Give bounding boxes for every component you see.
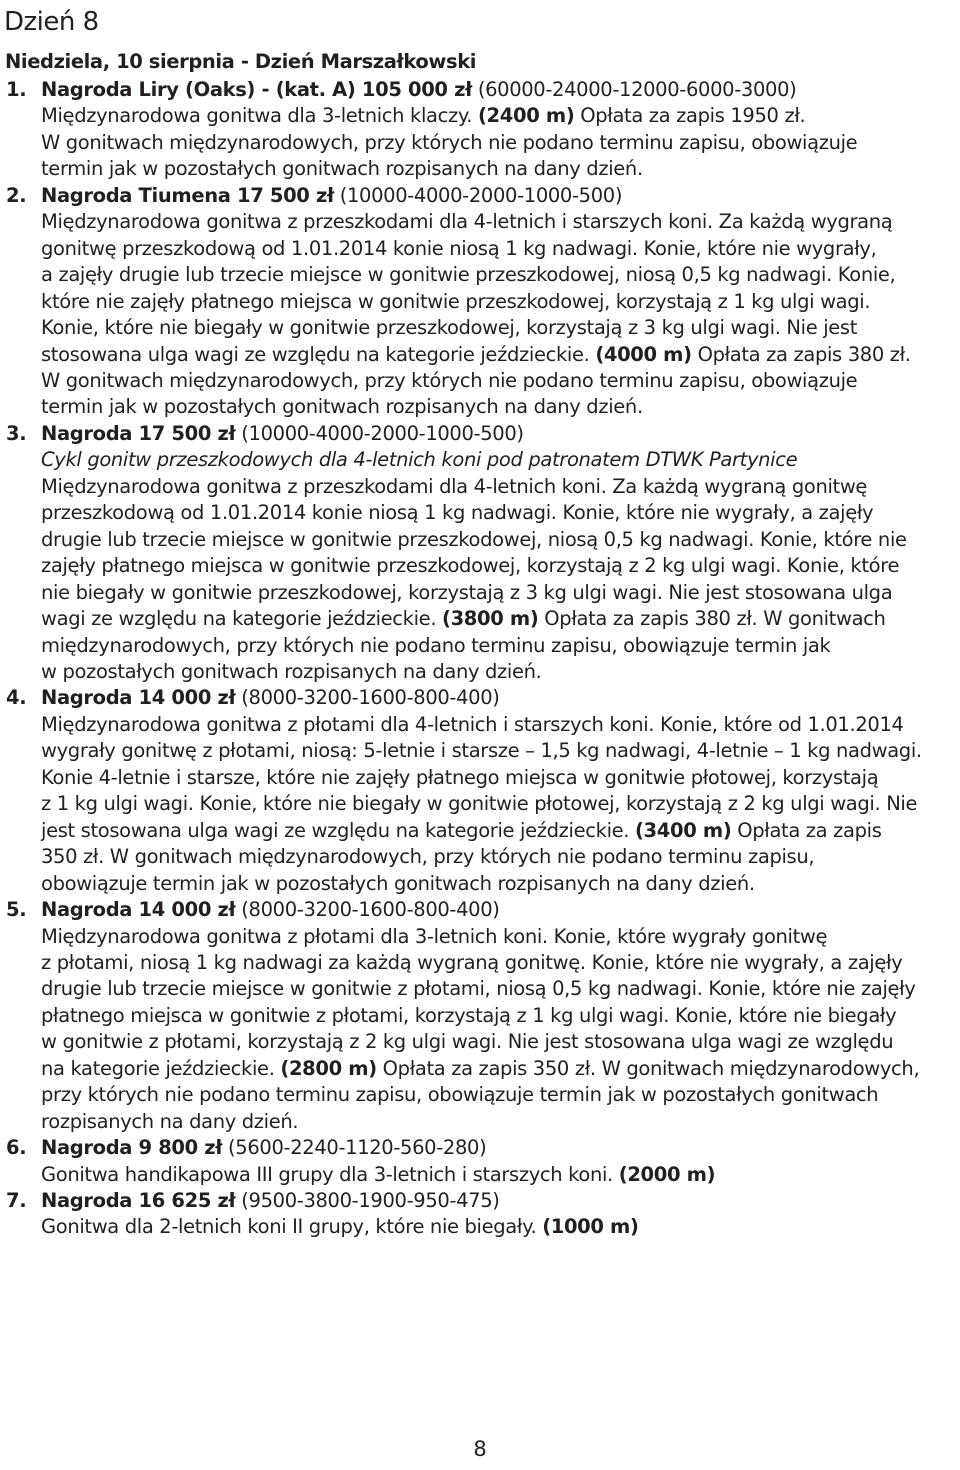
- text-segment: Opłata za zapis 350 zł. W gonitwach międzynarodowych,: [376, 1056, 920, 1080]
- race-text-line: [41, 844, 960, 870]
- race-text-line: [41, 421, 960, 447]
- text-segment: (60000-24000-12000-6000-3000): [471, 78, 797, 101]
- text-segment: płatnego miejsca w gonitwie z płotami, korzystają z 1 kg ulgi wagi. Konie, które nie biegały: [41, 1003, 897, 1027]
- race-text-line: [41, 236, 960, 262]
- bold-text: Nagroda Tiumena 17 500 zł: [41, 183, 334, 207]
- race-item: [0, 897, 960, 1135]
- text-segment: termin jak w pozostałych gonitwach rozpisanych na dany dzień.: [41, 157, 643, 181]
- race-text-line: [41, 1162, 960, 1188]
- text-segment: Gonitwa dla 2-letnich koni II grupy, które nie biegały.: [41, 1215, 543, 1239]
- bold-text: (3400 m): [634, 818, 732, 842]
- italic-text: Cykl gonitw przeszkodowych dla 4-letnich koni pod patronatem DTWK Partynice: [41, 448, 798, 472]
- race-description: [41, 1188, 960, 1241]
- race-item: [0, 421, 960, 686]
- text-segment: Międzynarodowa gonitwa z przeszkodami dla 4-letnich koni. Za każdą wygraną gonitwę: [41, 474, 868, 498]
- race-text-line: [41, 1135, 960, 1161]
- race-text-line: [41, 289, 960, 315]
- race-text-line: [41, 447, 960, 473]
- text-segment: które nie zajęły płatnego miejsca w gonitwie przeszkodowej, korzystają z 1 kg ulgi wagi.: [41, 289, 871, 313]
- text-segment: (5600-2240-1120-560-280): [222, 1136, 487, 1160]
- bold-text: (4000 m): [595, 342, 692, 366]
- race-text-line: [41, 209, 960, 235]
- text-segment: Konie, które nie biegały w gonitwie przeszkodowej, korzystają z 3 kg ulgi wagi. Nie jest: [41, 316, 858, 340]
- race-text-line: [41, 315, 960, 341]
- text-segment: gonitwę przeszkodową od 1.01.2014 konie niosą 1 kg nadwagi. Konie, które nie wygrały,: [41, 236, 877, 260]
- text-segment: 350 zł. W gonitwach międzynarodowych, przy których nie podano terminu zapisu,: [41, 845, 815, 869]
- bold-text: Nagroda 17 500 zł: [41, 421, 236, 445]
- text-segment: wagi ze względu na kategorie jeździeckie.: [41, 607, 443, 631]
- race-text-line: [41, 659, 960, 685]
- text-segment: Gonitwa handikapowa III grupy dla 3-letnich i starszych koni.: [41, 1162, 619, 1186]
- text-segment: (10000-4000-2000-1000-500): [333, 183, 623, 207]
- text-segment: Opłata za zapis 380 zł. W gonitwach: [538, 607, 886, 631]
- race-item: [0, 77, 960, 183]
- text-segment: Opłata za zapis: [731, 818, 882, 842]
- race-number: 6.: [6, 1136, 27, 1160]
- race-text-line: [41, 924, 960, 950]
- race-text-line: [41, 897, 960, 923]
- race-description: [41, 183, 960, 421]
- text-segment: jest stosowana ulga wagi ze względu na kategorie jeździeckie.: [41, 818, 635, 842]
- race-item: [0, 1188, 960, 1241]
- race-text-line: [41, 368, 960, 394]
- text-segment: Międzynarodowa gonitwa dla 3-letnich klaczy.: [41, 104, 478, 128]
- race-text-line: [41, 791, 960, 817]
- race-text-line: [41, 976, 960, 1002]
- race-description: [41, 897, 960, 1135]
- day-title: Dzień 8: [4, 7, 99, 37]
- race-text-line: [41, 685, 960, 711]
- text-segment: przy których nie podano terminu zapisu, obowiązuje termin jak w pozostałych gonitwach: [41, 1083, 879, 1107]
- race-number: 4.: [6, 686, 27, 710]
- race-text-line: [41, 818, 960, 844]
- race-text-line: [41, 1188, 960, 1214]
- race-text-line: [41, 871, 960, 897]
- text-segment: rozpisanych na dany dzień.: [41, 1109, 299, 1133]
- race-description: [41, 421, 960, 686]
- race-text-line: [41, 474, 960, 500]
- race-number: 1.: [6, 78, 27, 101]
- bold-text: Nagroda 14 000 zł: [41, 898, 236, 922]
- text-segment: Międzynarodowa gonitwa z przeszkodami dla 4-letnich i starszych koni. Za każdą wygraną: [41, 210, 893, 234]
- race-item: [0, 685, 960, 897]
- race-text-line: [41, 130, 960, 156]
- race-text-line: [41, 553, 960, 579]
- text-segment: z płotami, niosą 1 kg nadwagi za każdą wygraną gonitwę. Konie, które nie wygrały, a zajęły: [41, 950, 903, 974]
- race-text-line: [41, 712, 960, 738]
- race-text-line: [41, 1082, 960, 1108]
- text-segment: z 1 kg ulgi wagi. Konie, które nie biegały w gonitwie płotowej, korzystają z 2 kg ulgi wagi. Nie: [41, 792, 918, 816]
- race-text-line: [41, 262, 960, 288]
- race-text-line: [41, 580, 960, 606]
- text-segment: wygrały gonitwę z płotami, niosą: 5-letnie i starsze – 1,5 kg nadwagi, 4-letnie – 1 kg nadwagi.: [41, 739, 922, 763]
- text-segment: drugie lub trzecie miejsce w gonitwie z płotami, niosą 0,5 kg nadwagi. Konie, które nie zajęły: [41, 977, 916, 1001]
- text-segment: drugie lub trzecie miejsce w gonitwie przeszkodowej, niosą 0,5 kg nadwagi. Konie, które nie: [41, 527, 907, 551]
- race-item: [0, 183, 960, 421]
- text-segment: (10000-4000-2000-1000-500): [235, 421, 524, 445]
- race-text-line: [41, 606, 960, 632]
- race-text-line: [41, 950, 960, 976]
- race-number: 7.: [6, 1189, 27, 1213]
- text-segment: Międzynarodowa gonitwa z płotami dla 4-letnich i starszych koni. Konie, które od 1.01.2014: [41, 712, 904, 736]
- text-segment: termin jak w pozostałych gonitwach rozpisanych na dany dzień.: [41, 395, 643, 419]
- race-text-line: [41, 394, 960, 420]
- text-segment: W gonitwach międzynarodowych, przy których nie podano terminu zapisu, obowiązuje: [41, 368, 858, 392]
- text-segment: przeszkodową od 1.01.2014 konie niosą 1 kg nadwagi. Konie, które nie wygrały, a zajęły: [41, 501, 874, 525]
- race-text-line: [41, 500, 960, 526]
- race-text-line: [41, 156, 960, 182]
- race-text-line: [41, 527, 960, 553]
- race-number: 3.: [6, 421, 27, 445]
- race-description: [41, 77, 960, 183]
- bold-text: (3800 m): [442, 607, 539, 631]
- text-segment: stosowana ulga wagi ze względu na kategorie jeździeckie.: [41, 342, 596, 366]
- race-text-line: [41, 1109, 960, 1135]
- race-text-line: [41, 103, 960, 129]
- text-segment: W gonitwach międzynarodowych, przy których nie podano terminu zapisu, obowiązuje: [41, 130, 858, 154]
- race-list: [0, 77, 960, 1241]
- race-text-line: [41, 1056, 960, 1082]
- text-segment: międzynarodowych, przy których nie podano terminu zapisu, obowiązuje termin jak: [41, 633, 831, 657]
- race-number: 2.: [6, 183, 27, 207]
- text-segment: Międzynarodowa gonitwa z płotami dla 3-letnich koni. Konie, które wygrały gonitwę: [41, 924, 828, 948]
- bold-text: Nagroda 16 625 zł: [41, 1189, 236, 1213]
- bold-text: Nagroda Liry (Oaks) - (kat. A) 105 000 zł: [41, 78, 472, 101]
- race-text-line: [41, 77, 960, 103]
- race-text-line: [41, 342, 960, 368]
- race-text-line: [41, 633, 960, 659]
- bold-text: (2400 m): [477, 104, 575, 128]
- text-segment: w pozostałych gonitwach rozpisanych na dany dzień.: [41, 659, 542, 683]
- race-text-line: [41, 738, 960, 764]
- race-text-line: [41, 1029, 960, 1055]
- race-item: [0, 1135, 960, 1188]
- text-segment: (9500-3800-1900-950-475): [235, 1189, 500, 1213]
- text-segment: w gonitwie z płotami, korzystają z 2 kg ulgi wagi. Nie jest stosowana ulga wagi ze względu: [41, 1030, 894, 1054]
- race-description: [41, 1135, 960, 1188]
- text-segment: a zajęły drugie lub trzecie miejsce w gonitwie przeszkodowej, niosą 0,5 kg nadwagi. Konie,: [41, 263, 896, 287]
- race-text-line: [41, 183, 960, 209]
- bold-text: (2800 m): [280, 1056, 377, 1080]
- page-number: 8: [473, 1437, 487, 1461]
- race-text-line: [41, 1214, 960, 1240]
- race-description: [41, 685, 960, 897]
- race-text-line: [41, 1003, 960, 1029]
- text-segment: zajęły płatnego miejsca w gonitwie przeszkodowej, korzystają z 2 kg ulgi wagi. Konie, które: [41, 554, 900, 578]
- text-segment: nie biegały w gonitwie przeszkodowej, korzystają z 3 kg ulgi wagi. Nie jest stosowana ulga: [41, 580, 893, 604]
- day-subtitle: Niedziela, 10 sierpnia - Dzień Marszałkowski: [5, 50, 477, 73]
- bold-text: Nagroda 9 800 zł: [41, 1136, 223, 1160]
- text-segment: (8000-3200-1600-800-400): [235, 898, 500, 922]
- race-text-line: [41, 765, 960, 791]
- bold-text: (1000 m): [542, 1215, 639, 1239]
- text-segment: (8000-3200-1600-800-400): [235, 686, 500, 710]
- text-segment: Opłata za zapis 380 zł.: [691, 342, 911, 366]
- race-number: 5.: [6, 898, 27, 922]
- bold-text: Nagroda 14 000 zł: [41, 686, 236, 710]
- bold-text: (2000 m): [618, 1162, 716, 1186]
- text-segment: na kategorie jeździeckie.: [41, 1056, 281, 1080]
- text-segment: Opłata za zapis 1950 zł.: [574, 104, 806, 128]
- text-segment: Konie 4-letnie i starsze, które nie zajęły płatnego miejsca w gonitwie płotowej, korzystają: [41, 765, 879, 789]
- text-segment: obowiązuje termin jak w pozostałych gonitwach rozpisanych na dany dzień.: [41, 871, 755, 895]
